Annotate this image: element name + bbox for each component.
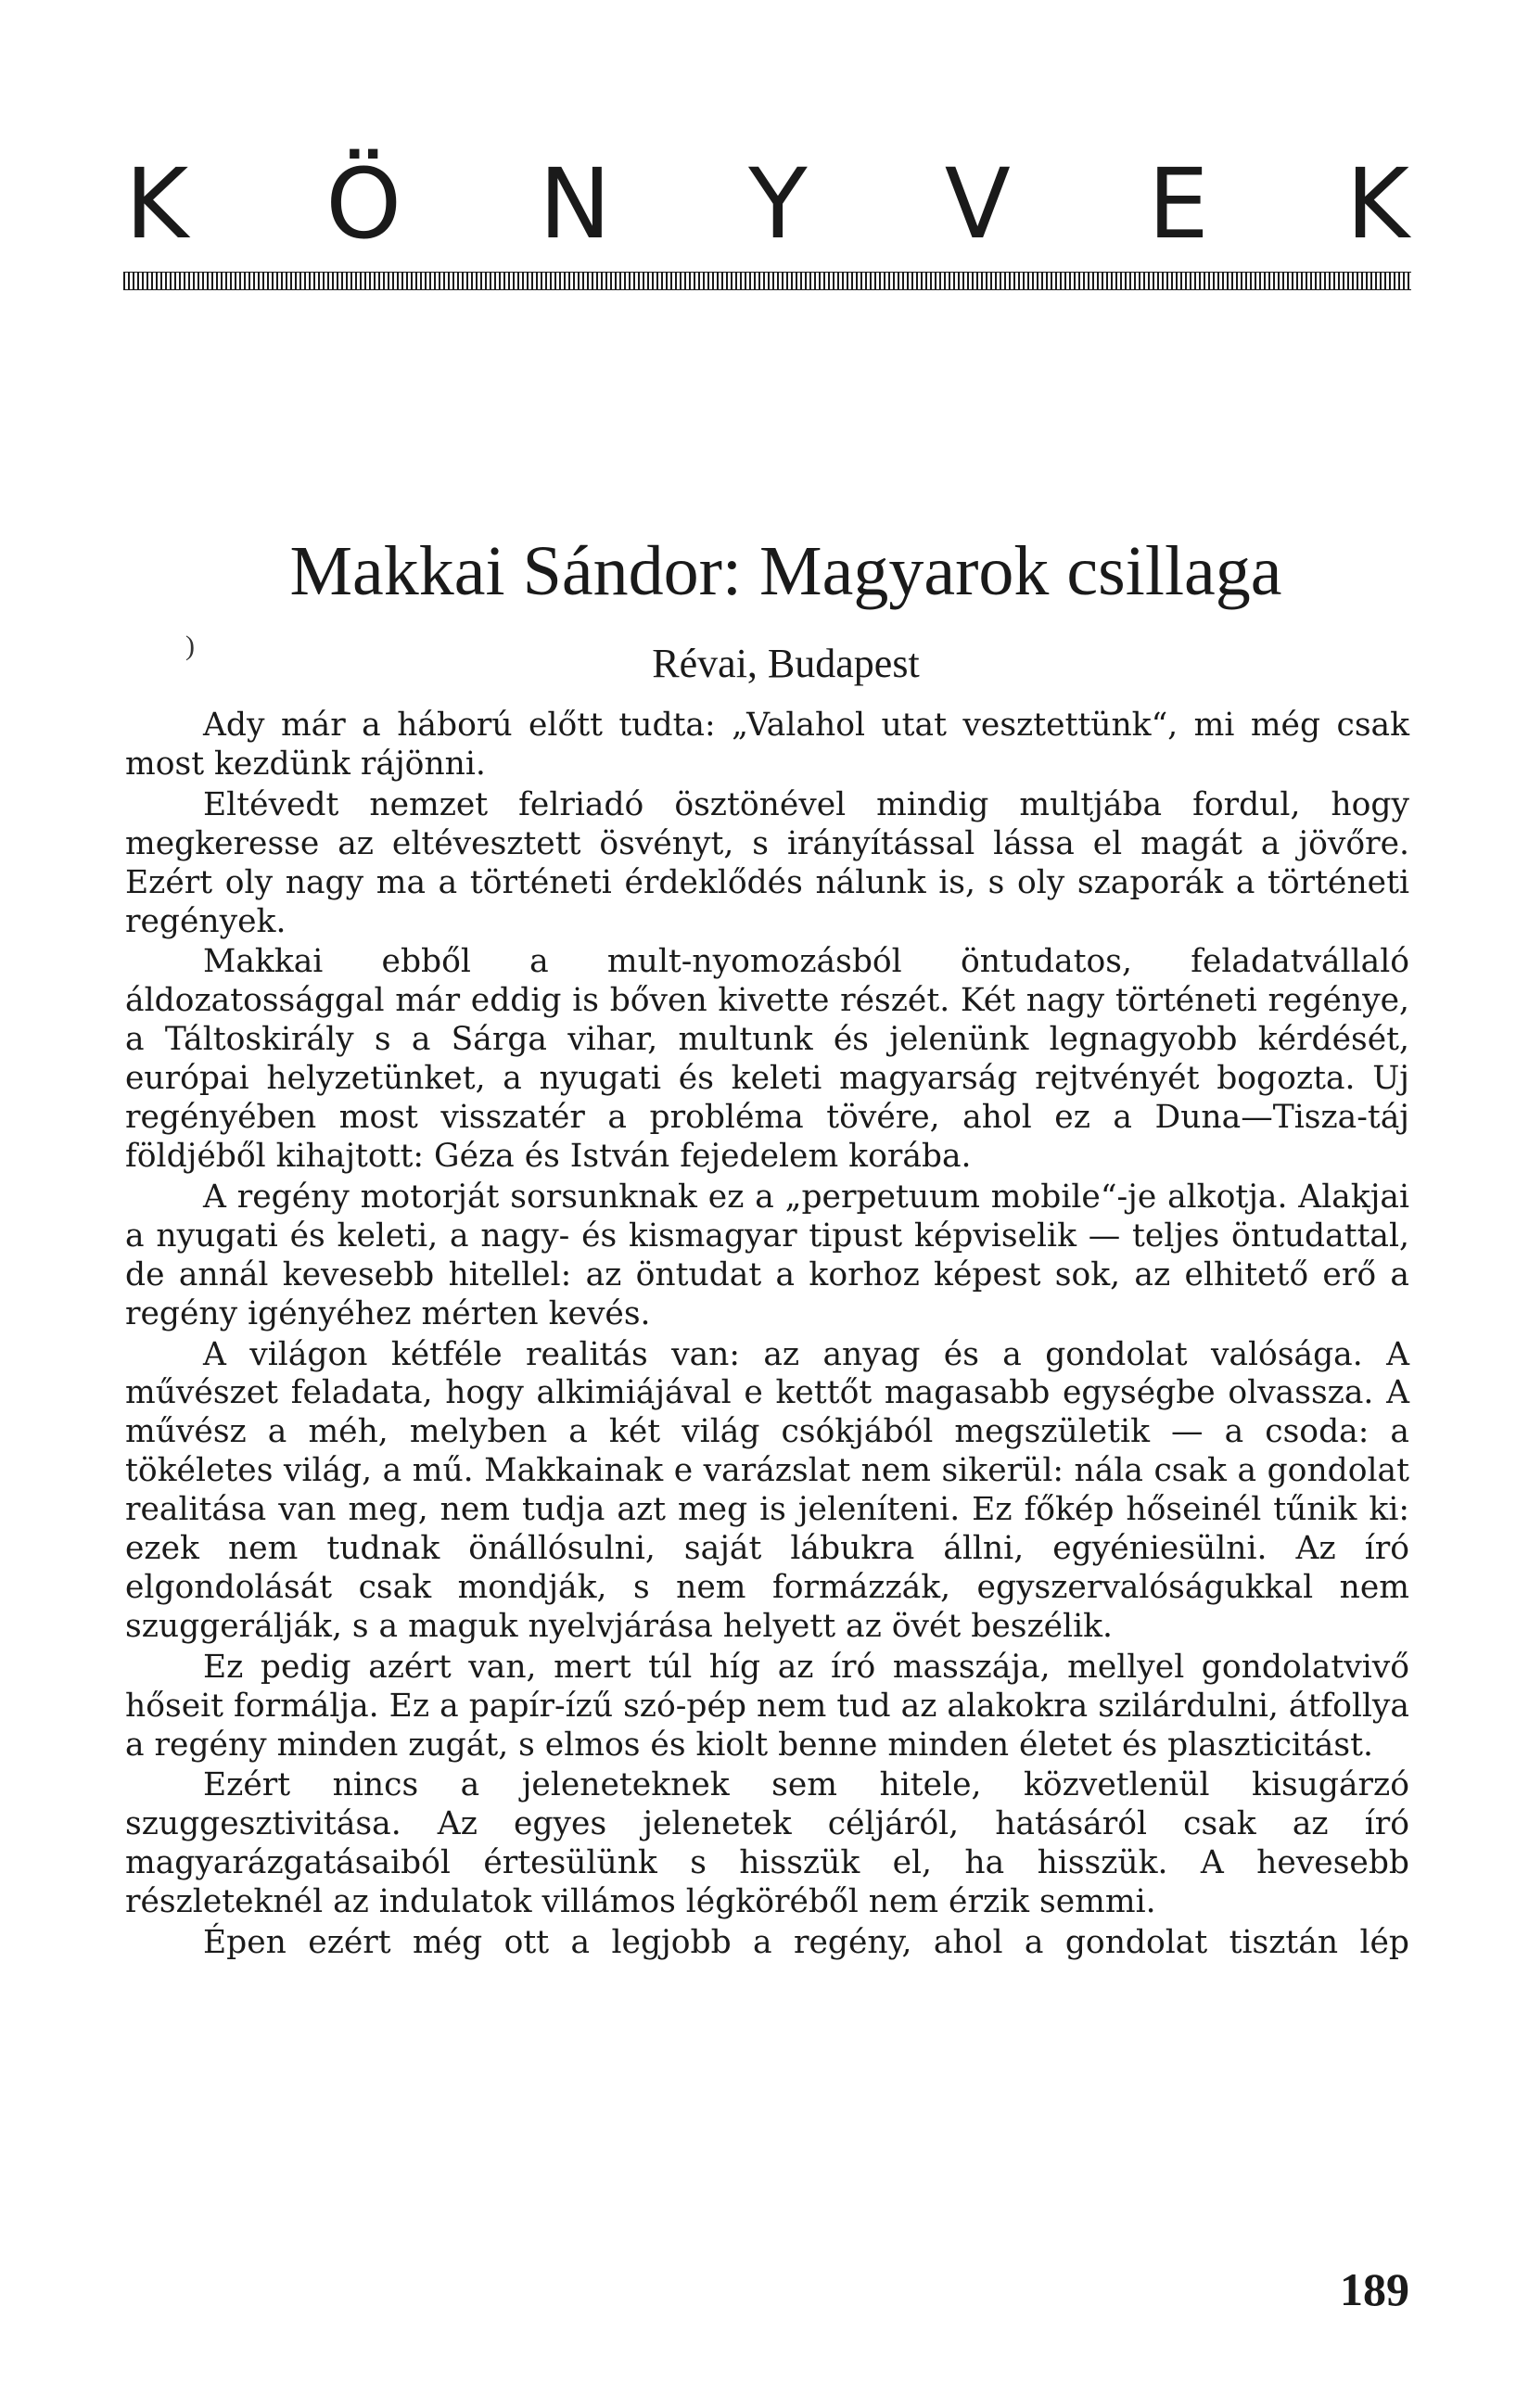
paragraph: Ady már a háború előtt tudta: „Valahol utat vesztettünk“, mi még csak most kezdünk rájönni. bbox=[125, 707, 1409, 783]
heading-letter: N bbox=[539, 147, 612, 261]
paragraph: A világon kétféle realitás van: az anyag és a gondolat valósága. A művészet feladata, hogy alkimiájával e kettőt magasabb egységbe olvassza. A művész a méh, melyben a két világ csókjából megszületik — a csoda: a tökéletes világ, a mű. Makkainak e varázslat nem sikerül: nála csak a gondolat realitása van meg, nem tudja azt meg is jeleníteni. Ez főkép hőseinél tűnik ki: ezek nem tudnak önállósulni, saját lábukra állni, egyéniesülni. Az író elgondolását csak mondják, s nem formázzák, egyszervalóságukkal nem szuggerálják, s a maguk nyelvjárása helyett az övét beszélik. bbox=[125, 1335, 1409, 1645]
section-heading bbox=[125, 147, 1409, 261]
heading-letter: E bbox=[1147, 147, 1209, 261]
page-number: 189 bbox=[1340, 2263, 1409, 2315]
article-body bbox=[125, 707, 1409, 1963]
paragraph: Makkai ebből a mult-nyomozásból öntudatos, feladatvállaló áldozatossággal már eddig is bőven kivette részét. Két nagy történeti regénye, a Táltoskirály s a Sárga vihar, multunk és jelenünk legnagyobb kérdését, európai helyzetünket, a nyugati és keleti magyarság rejtvényét bogozta. Uj regényében most visszatér a probléma tövére, ahol ez a Duna—Tisza-táj földjéből kihajtott: Géza és István fejedelem korába. bbox=[125, 943, 1409, 1175]
decorative-rule bbox=[123, 272, 1411, 290]
paragraph: Ezért nincs a jeleneteknek sem hitele, közvetlenül kisugárzó szuggesztivitása. Az egyes jelenetek céljáról, hatásáról csak az író magyarázgatásaiból értesülünk s hisszük el, ha hisszük. A hevesebb részleteknél az indulatok villámos légköréből nem érzik semmi. bbox=[125, 1766, 1409, 1921]
paragraph: Eltévedt nemzet felriadó ösztönével mindig multjába fordul, hogy megkeresse az eltévesztett ösvényt, s irányítással lássa el magát a jövőre. Ezért oly nagy ma a történeti érdeklődés nálunk is, s oly szaporák a történeti regények. bbox=[125, 785, 1409, 940]
heading-letter: Y bbox=[748, 147, 808, 261]
heading-letter: Ö bbox=[325, 147, 402, 261]
stray-mark: ) bbox=[185, 631, 195, 661]
publisher-line: Révai, Budapest bbox=[652, 641, 920, 686]
paragraph: Épen ezért még ott a legjobb a regény, ahol a gondolat tisztán lép bbox=[203, 1924, 1409, 1962]
paragraph: A regény motorját sorsunknak ez a „perpetuum mobile“-je alkotja. Alakjai a nyugati és keleti, a nagy- és kismagyar tipust képviselik — teljes öntudattal, de annál kevesebb hitellel: az öntudat a korhoz képest sok, az elhitető erő a regény igényéhez mérten kevés. bbox=[125, 1178, 1409, 1332]
article-title: Makkai Sándor: Magyarok csillaga bbox=[289, 532, 1282, 610]
heading-letter: K bbox=[125, 147, 189, 261]
heading-letter: V bbox=[944, 147, 1011, 261]
paragraph: Ez pedig azért van, mert túl híg az író masszája, mellyel gondolatvivő hőseit formálja. Ez a papír-ízű szó-pép nem tud az alakokra szilárdulni, átfollya a regény minden zugát, s elmos és kiolt benne minden életet és plaszticitást. bbox=[125, 1648, 1409, 1764]
heading-letter: K bbox=[1345, 147, 1409, 261]
